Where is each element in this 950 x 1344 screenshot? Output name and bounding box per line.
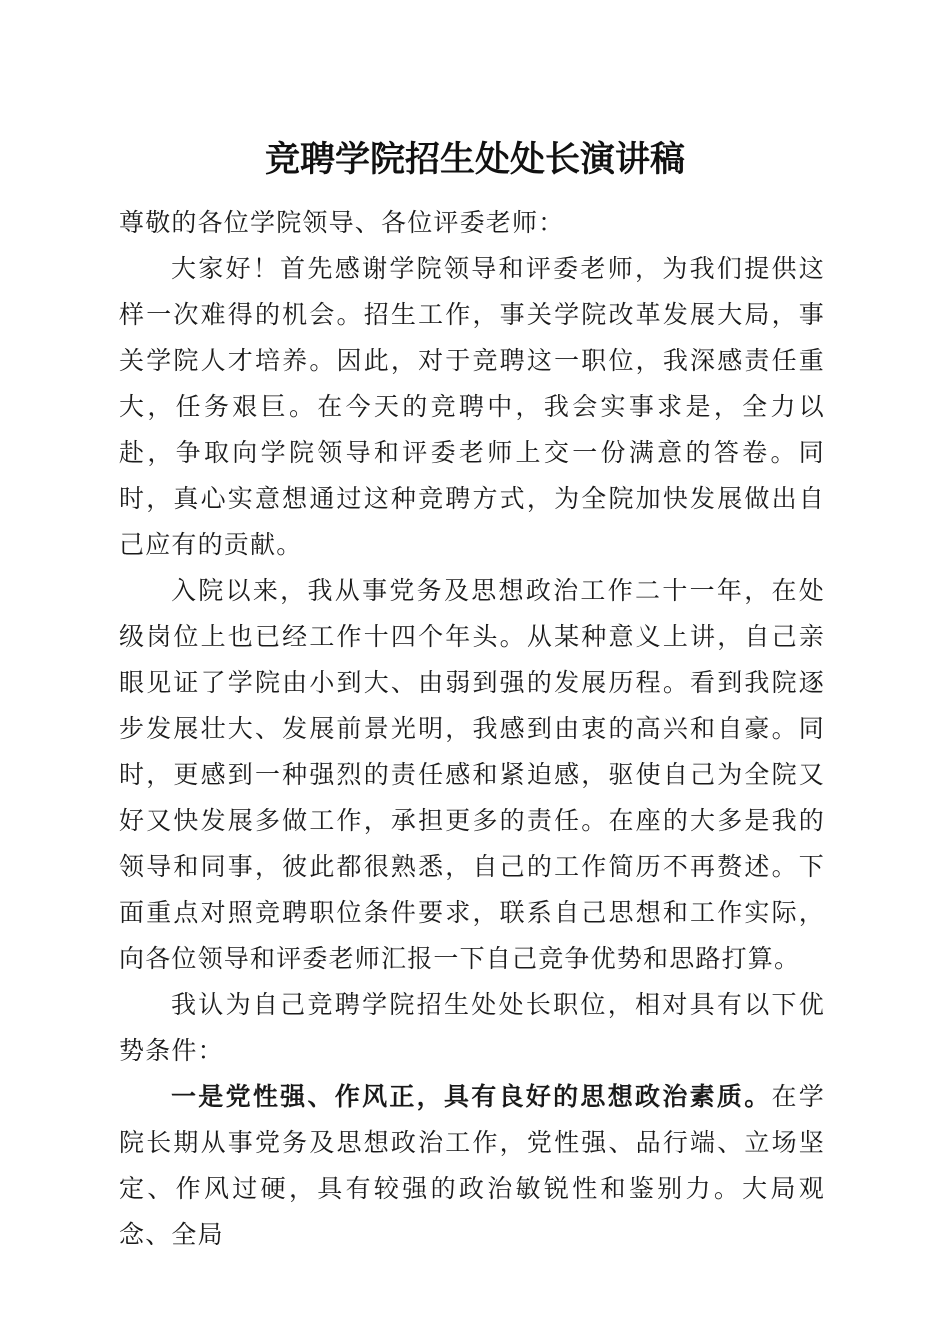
paragraph-advantages-intro: 我认为自己竞聘学院招生处处长职位，相对具有以下优势条件： — [119, 990, 825, 1065]
paragraph-opening: 大家好！首先感谢学院领导和评委老师，为我们提供这样一次难得的机会。招生工作，事关学院改革发展大局，事关学院人才培养。因此，对于竞聘这一职位，我深感责任重大，任务艰巨。在今天的竞聘中，我会实事求是，全力以赴，争取向学院领导和评委老师上交一份满意的答卷。同时，真心实意想通过这种竞聘方式，为全院加快发展做出自己应有的贡献。 — [119, 254, 825, 559]
paragraph-advantage-one — [119, 1074, 825, 1258]
advantage-one-text: 在学院长期从事党务及思想政治工作，党性强、品行端、立场坚定、作风过硬，具有较强的政治敏锐性和鉴别力。大局观念、全局 — [119, 1082, 825, 1249]
document-body — [119, 200, 825, 1258]
advantage-one-heading: 一是党性强、作风正，具有良好的思想政治素质。 — [171, 1082, 772, 1111]
document-title: 竞聘学院招生处处长演讲稿 — [264, 139, 685, 180]
paragraph-background: 入院以来，我从事党务及思想政治工作二十一年，在处级岗位上也已经工作十四个年头。从某种意义上讲，自己亲眼见证了学院由小到大、由弱到强的发展历程。看到我院逐步发展壮大、发展前景光明，我感到由衷的高兴和自豪。同时，更感到一种强烈的责任感和紧迫感，驱使自己为全院又好又快发展多做工作，承担更多的责任。在座的大多是我的领导和同事，彼此都很熟悉，自己的工作简历不再赘述。下面重点对照竞聘职位条件要求，联系自己思想和工作实际，向各位领导和评委老师汇报一下自己竞争优势和思路打算。 — [119, 576, 825, 973]
salutation: 尊敬的各位学院领导、各位评委老师： — [119, 208, 565, 237]
